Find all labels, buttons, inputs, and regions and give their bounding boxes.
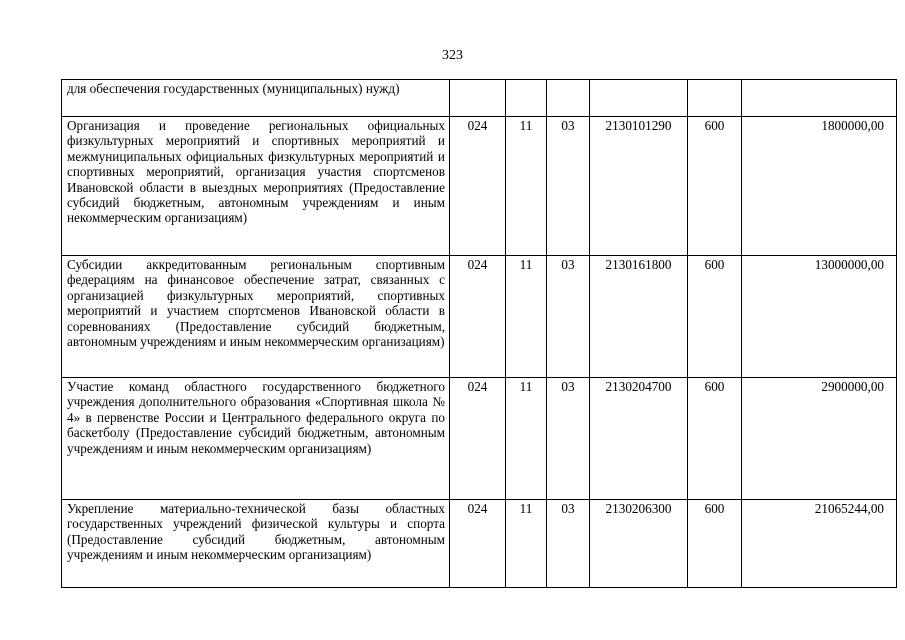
subsection-code-cell <box>547 80 590 117</box>
row-description: для обеспечения государственных (муниципальных) нужд) <box>62 80 450 117</box>
row-description: Укрепление материально-технической базы областных государственных учреждений физической культуры и спорта (Предоставление субсидий бюджетным, автономным учреждениям и иным некоммерческим организациям) <box>62 500 450 588</box>
table-row <box>62 500 897 588</box>
expense-type-cell: 600 <box>688 378 742 500</box>
amount-cell: 1800000,00 <box>742 117 897 256</box>
ministry-code-cell: 024 <box>450 117 506 256</box>
subsection-code-cell: 03 <box>547 256 590 378</box>
section-code-cell: 11 <box>506 500 547 588</box>
expense-type-cell <box>688 80 742 117</box>
ministry-code-cell: 024 <box>450 378 506 500</box>
expense-type-cell: 600 <box>688 256 742 378</box>
section-code-cell: 11 <box>506 117 547 256</box>
target-item-cell: 2130161800 <box>590 256 688 378</box>
ministry-code-cell <box>450 80 506 117</box>
target-item-cell <box>590 80 688 117</box>
subsection-code-cell: 03 <box>547 117 590 256</box>
amount-cell: 2900000,00 <box>742 378 897 500</box>
section-code-cell: 11 <box>506 378 547 500</box>
expense-type-cell: 600 <box>688 117 742 256</box>
expense-type-cell: 600 <box>688 500 742 588</box>
table-row <box>62 256 897 378</box>
row-description: Субсидии аккредитованным региональным спортивным федерациям на финансовое обеспечение затрат, связанных с организацией физкультурных мероприятий, спортивных мероприятий и участием спортсменов Ивановской области в соревнованиях (Предоставление субсидий бюджетным, автономным учреждениям и иным некоммерческим организациям) <box>62 256 450 378</box>
amount-cell: 13000000,00 <box>742 256 897 378</box>
row-description: Участие команд областного государственного бюджетного учреждения дополнительного образования «Спортивная школа № 4» в первенстве России и Центрального федерального округа по баскетболу (Предоставление субсидий бюджетным, автономным учреждениям и иным некоммерческим организациям) <box>62 378 450 500</box>
table-row <box>62 80 897 117</box>
budget-table <box>61 79 897 588</box>
target-item-cell: 2130206300 <box>590 500 688 588</box>
target-item-cell: 2130101290 <box>590 117 688 256</box>
table-row <box>62 378 897 500</box>
subsection-code-cell: 03 <box>547 500 590 588</box>
section-code-cell <box>506 80 547 117</box>
ministry-code-cell: 024 <box>450 500 506 588</box>
target-item-cell: 2130204700 <box>590 378 688 500</box>
table-row <box>62 117 897 256</box>
subsection-code-cell: 03 <box>547 378 590 500</box>
page-number: 323 <box>442 48 463 63</box>
section-code-cell: 11 <box>506 256 547 378</box>
row-description: Организация и проведение региональных официальных физкультурных мероприятий и спортивных мероприятий и межмуниципальных официальных физкультурных мероприятий и спортивных мероприятий, организация участия спортсменов Ивановской области в выездных мероприятиях (Предоставление субсидий бюджетным, автономным учреждениям и иным некоммерческим организациям) <box>62 117 450 256</box>
amount-cell: 21065244,00 <box>742 500 897 588</box>
ministry-code-cell: 024 <box>450 256 506 378</box>
amount-cell <box>742 80 897 117</box>
